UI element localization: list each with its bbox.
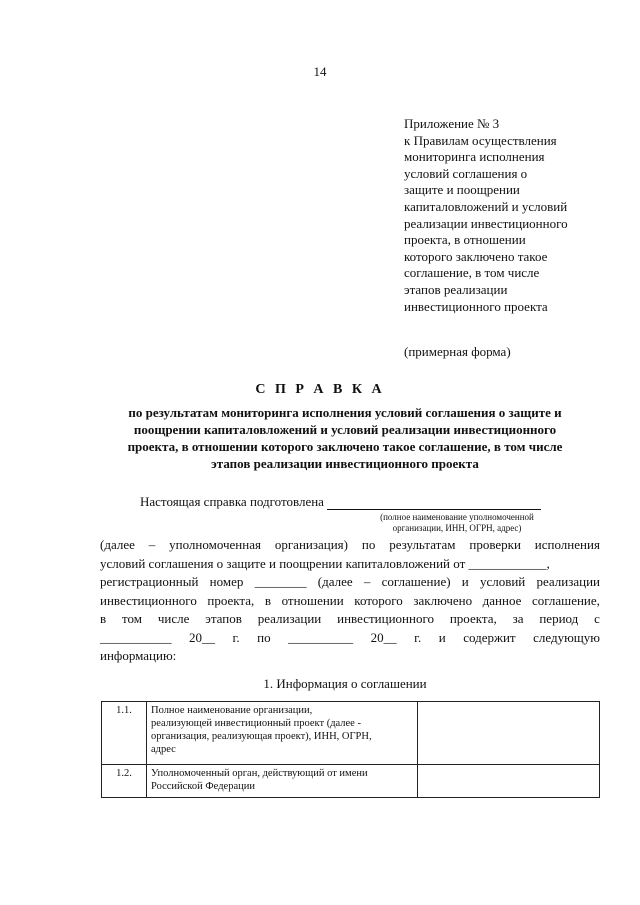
desc-line: Российской Федерации (151, 781, 255, 792)
word: период (539, 611, 579, 626)
table-row (102, 702, 600, 765)
word: этапов (205, 611, 242, 626)
word: соглашение) (381, 574, 451, 589)
word: условий (479, 574, 526, 589)
appendix-line: этапов реализации (404, 281, 508, 297)
body-paragraph (100, 536, 600, 666)
appendix-line: соглашение, в том числе (404, 265, 540, 281)
word: содержит (463, 629, 516, 645)
word: 20__ (189, 629, 215, 645)
subtitle-line: этапов реализации инвестиционного проекта (211, 456, 479, 471)
appendix-line: мониторинга исполнения (404, 149, 545, 165)
word: __________ (288, 629, 354, 645)
row-value (418, 765, 600, 798)
word: реализации (257, 611, 322, 626)
word: данное (482, 592, 522, 608)
body-line-2: условий соглашения о защите и поощрении капиталовложений от ____________, (100, 555, 550, 571)
body-line-4 (100, 592, 600, 611)
word: которого (354, 592, 403, 608)
word: по (257, 629, 271, 645)
word: отношении (281, 592, 344, 608)
word: соглашение, (531, 592, 600, 608)
row-number: 1.1. (102, 702, 147, 765)
subtitle-line: проекта, в отношении которого заключено такое соглашение, в том числе (127, 439, 563, 454)
word: (далее (317, 574, 353, 589)
word: следующую (533, 629, 600, 645)
word: по (361, 537, 376, 552)
appendix-line: к Правилам осуществления (404, 132, 557, 148)
body-line-5 (100, 610, 600, 629)
desc-line: адрес (151, 744, 176, 755)
appendix-header (404, 116, 614, 315)
word: и (438, 629, 446, 645)
row-description (147, 702, 418, 765)
word: заключено (413, 592, 473, 608)
appendix-line: реализации инвестиционного (404, 215, 568, 231)
word: г. (414, 629, 422, 645)
word: инвестиционного (337, 611, 434, 626)
section-heading: 1. Информация о соглашении (263, 676, 427, 691)
row-description (147, 765, 418, 798)
word: и (461, 574, 469, 589)
organization-name-blank (327, 496, 541, 510)
table-row (102, 765, 600, 798)
word: том (122, 611, 142, 626)
intro-block (100, 494, 600, 534)
desc-line: организация, реализующая проект), ИНН, ОГРН, (151, 731, 372, 742)
appendix-line: условий соглашения о (404, 165, 528, 181)
document-title: С П Р А В К А (255, 382, 385, 397)
subtitle-line: поощрении капиталовложений и условий реализации инвестиционного (133, 422, 557, 437)
appendix-line: капиталовложений и условий (404, 198, 568, 214)
organization-name-hint (362, 512, 552, 534)
body-line-1 (100, 536, 600, 555)
word: реализации (536, 574, 600, 589)
appendix-line: защите и поощрении (404, 182, 520, 198)
word: числе (157, 611, 190, 626)
word: проверки (469, 537, 521, 552)
agreement-info-table (101, 701, 600, 798)
word: в (100, 611, 107, 626)
page-number: 14 (313, 64, 327, 79)
desc-line: Полное наименование организации, (151, 705, 313, 716)
word: номер (209, 574, 244, 589)
word: – (148, 537, 156, 552)
word: проекта, (449, 611, 497, 626)
intro-text: Настоящая справка подготовлена (140, 494, 324, 509)
desc-line: реализующей инвестиционный проект (далее - (151, 718, 361, 729)
word: исполнения (534, 537, 600, 552)
body-line-3 (100, 573, 600, 592)
word: инвестиционного (100, 592, 197, 608)
word: результатам (389, 537, 456, 552)
row-number: 1.2. (102, 765, 147, 798)
word: г. (232, 629, 240, 645)
hint-line: (полное наименование уполномоченной (380, 512, 534, 522)
appendix-line: которого заключено такое (404, 248, 548, 264)
row-value (418, 702, 600, 765)
word: 20__ (370, 629, 397, 645)
appendix-line: Приложение № 3 (404, 116, 500, 131)
body-line-6 (100, 629, 600, 648)
subtitle-line: по результатам мониторинга исполнения условий соглашения о защите и (128, 405, 562, 420)
word: – (363, 574, 371, 589)
word: с (594, 611, 600, 626)
word: за (512, 611, 524, 626)
appendix-line: инвестиционного проекта (404, 298, 548, 314)
form-note: (примерная форма) (404, 344, 511, 359)
word: проекта, (207, 592, 255, 608)
word: уполномоченная (169, 537, 261, 552)
word: (далее (100, 537, 135, 552)
word: в (264, 592, 272, 608)
document-subtitle (100, 404, 590, 472)
word: ________ (254, 574, 307, 589)
hint-line: организации, ИНН, ОГРН, адрес) (392, 523, 522, 533)
word: организация) (274, 537, 348, 552)
word: ___________ (100, 629, 172, 645)
body-line-7: информацию: (100, 648, 177, 663)
desc-line: Уполномоченный орган, действующий от имени (151, 768, 368, 779)
word: регистрационный (100, 574, 199, 589)
appendix-line: проекта, в отношении (404, 232, 526, 248)
